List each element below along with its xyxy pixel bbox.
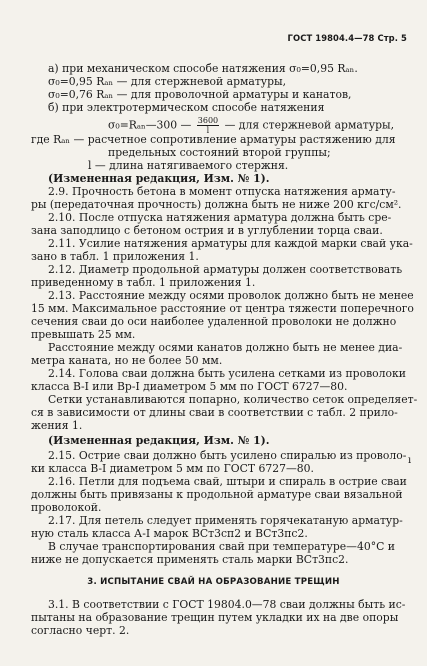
formula-left: σ₀=Rₐₙ—300 — [108,118,192,132]
text-line: 2.9. Прочность бетона в момент отпуска натяжения армату- [48,185,396,198]
fraction-numerator: 3600 [197,116,219,125]
text-line: превышать 25 мм. [31,328,136,341]
text-line: Сетки устанавливаются попарно, количество сеток определяет- [48,393,418,406]
text-line: Расстояние между осями канатов должно быть не менее диа- [48,341,403,354]
text-line: жения 1. [31,419,83,432]
section-heading: 3. ИСПЫТАНИЕ СВАЙ НА ОБРАЗОВАНИЕ ТРЕЩИН [87,577,340,587]
text-line: б) при электротермическом способе натяжения [48,101,325,114]
text-line: согласно черт. 2. [31,624,130,637]
amendment-note: (Измененная редакция, Изм. № 1). [48,172,270,185]
text-line: проволокой. [31,501,102,514]
margin-mark: ı [408,455,412,466]
text-line: 2.14. Голова сваи должна быть усилена сетками из проволоки [48,367,406,380]
text-line: зана заподлицо с бетоном острия и в углублении торца сваи. [31,224,383,237]
text-line: 3.1. В соответствии с ГОСТ 19804.0—78 сваи должны быть ис- [48,598,406,611]
page-header: ГОСТ 19804.4—78 Стр. 5 [287,33,407,43]
text-line: класса В-I или Вр-I диаметром 5 мм по ГОСТ 6727—80. [31,380,348,393]
text-line: ниже не допускается применять сталь марки ВСт3пс2. [31,553,349,566]
text-line: пытаны на образование трещин путем укладки их на две опоры [31,611,399,624]
text-line: а) при механическом способе натяжения σ₀=0,95 Rₐₙ. [48,62,358,75]
text-line: 2.11. Усилие натяжения арматуры для каждой марки свай ука- [48,237,413,250]
text-line: ки класса В-I диаметром 5 мм по ГОСТ 6727—80. [31,462,314,475]
text-line: ся в зависимости от длины сваи в соответствии с табл. 2 прило- [31,406,398,419]
text-line: приведенному в табл. 1 приложения 1. [31,276,256,289]
text-line: σ₀=0,95 Rₐₙ — для стержневой арматуры, [48,75,287,88]
text-line: должны быть привязаны к продольной арматуре сваи вязальной [31,488,403,501]
text-line: 2.12. Диаметр продольной арматуры должен соответствовать [48,263,403,276]
fraction-denominator: l [206,126,210,135]
text-line: 2.16. Петли для подъема свай, штыри и спираль в острие сваи [48,475,407,488]
text-line: 2.10. После отпуска натяжения арматура должна быть сре- [48,211,392,224]
text-line: где Rₐₙ — расчетное сопротивление арматуры растяжению для [31,133,396,146]
text-line: l — длина натягиваемого стержня. [88,159,289,172]
text-line: 15 мм. Максимальное расстояние от центра тяжести поперечного [31,302,414,315]
text-line: 2.17. Для петель следует применять горячекатаную арматур- [48,514,403,527]
text-line: зано в табл. 1 приложения 1. [31,250,199,263]
text-line: 2.13. Расстояние между осями проволок должно быть не менее [48,289,414,302]
text-line: сечения сваи до оси наиболее удаленной проволоки не должно [31,315,397,328]
text-line: ную сталь класса А-I марок ВСт3сп2 и ВСт3пс2. [31,527,308,540]
text-line: ры (передаточная прочность) должна быть не ниже 200 кгс/см². [31,198,402,211]
text-line: σ₀=0,76 Rₐₙ — для проволочной арматуры и канатов, [48,88,352,101]
text-line: 2.15. Острие сваи должно быть усилено спиралью из проволо- [48,449,407,462]
amendment-note: (Измененная редакция, Изм. № 1). [48,434,270,447]
text-line: предельных состояний второй группы; [108,146,331,159]
formula-right: — для стержневой арматуры, [224,118,395,132]
text-line: метра каната, но не более 50 мм. [31,354,223,367]
text-line: В случае транспортирования свай при температуре—40°С и [48,540,395,553]
